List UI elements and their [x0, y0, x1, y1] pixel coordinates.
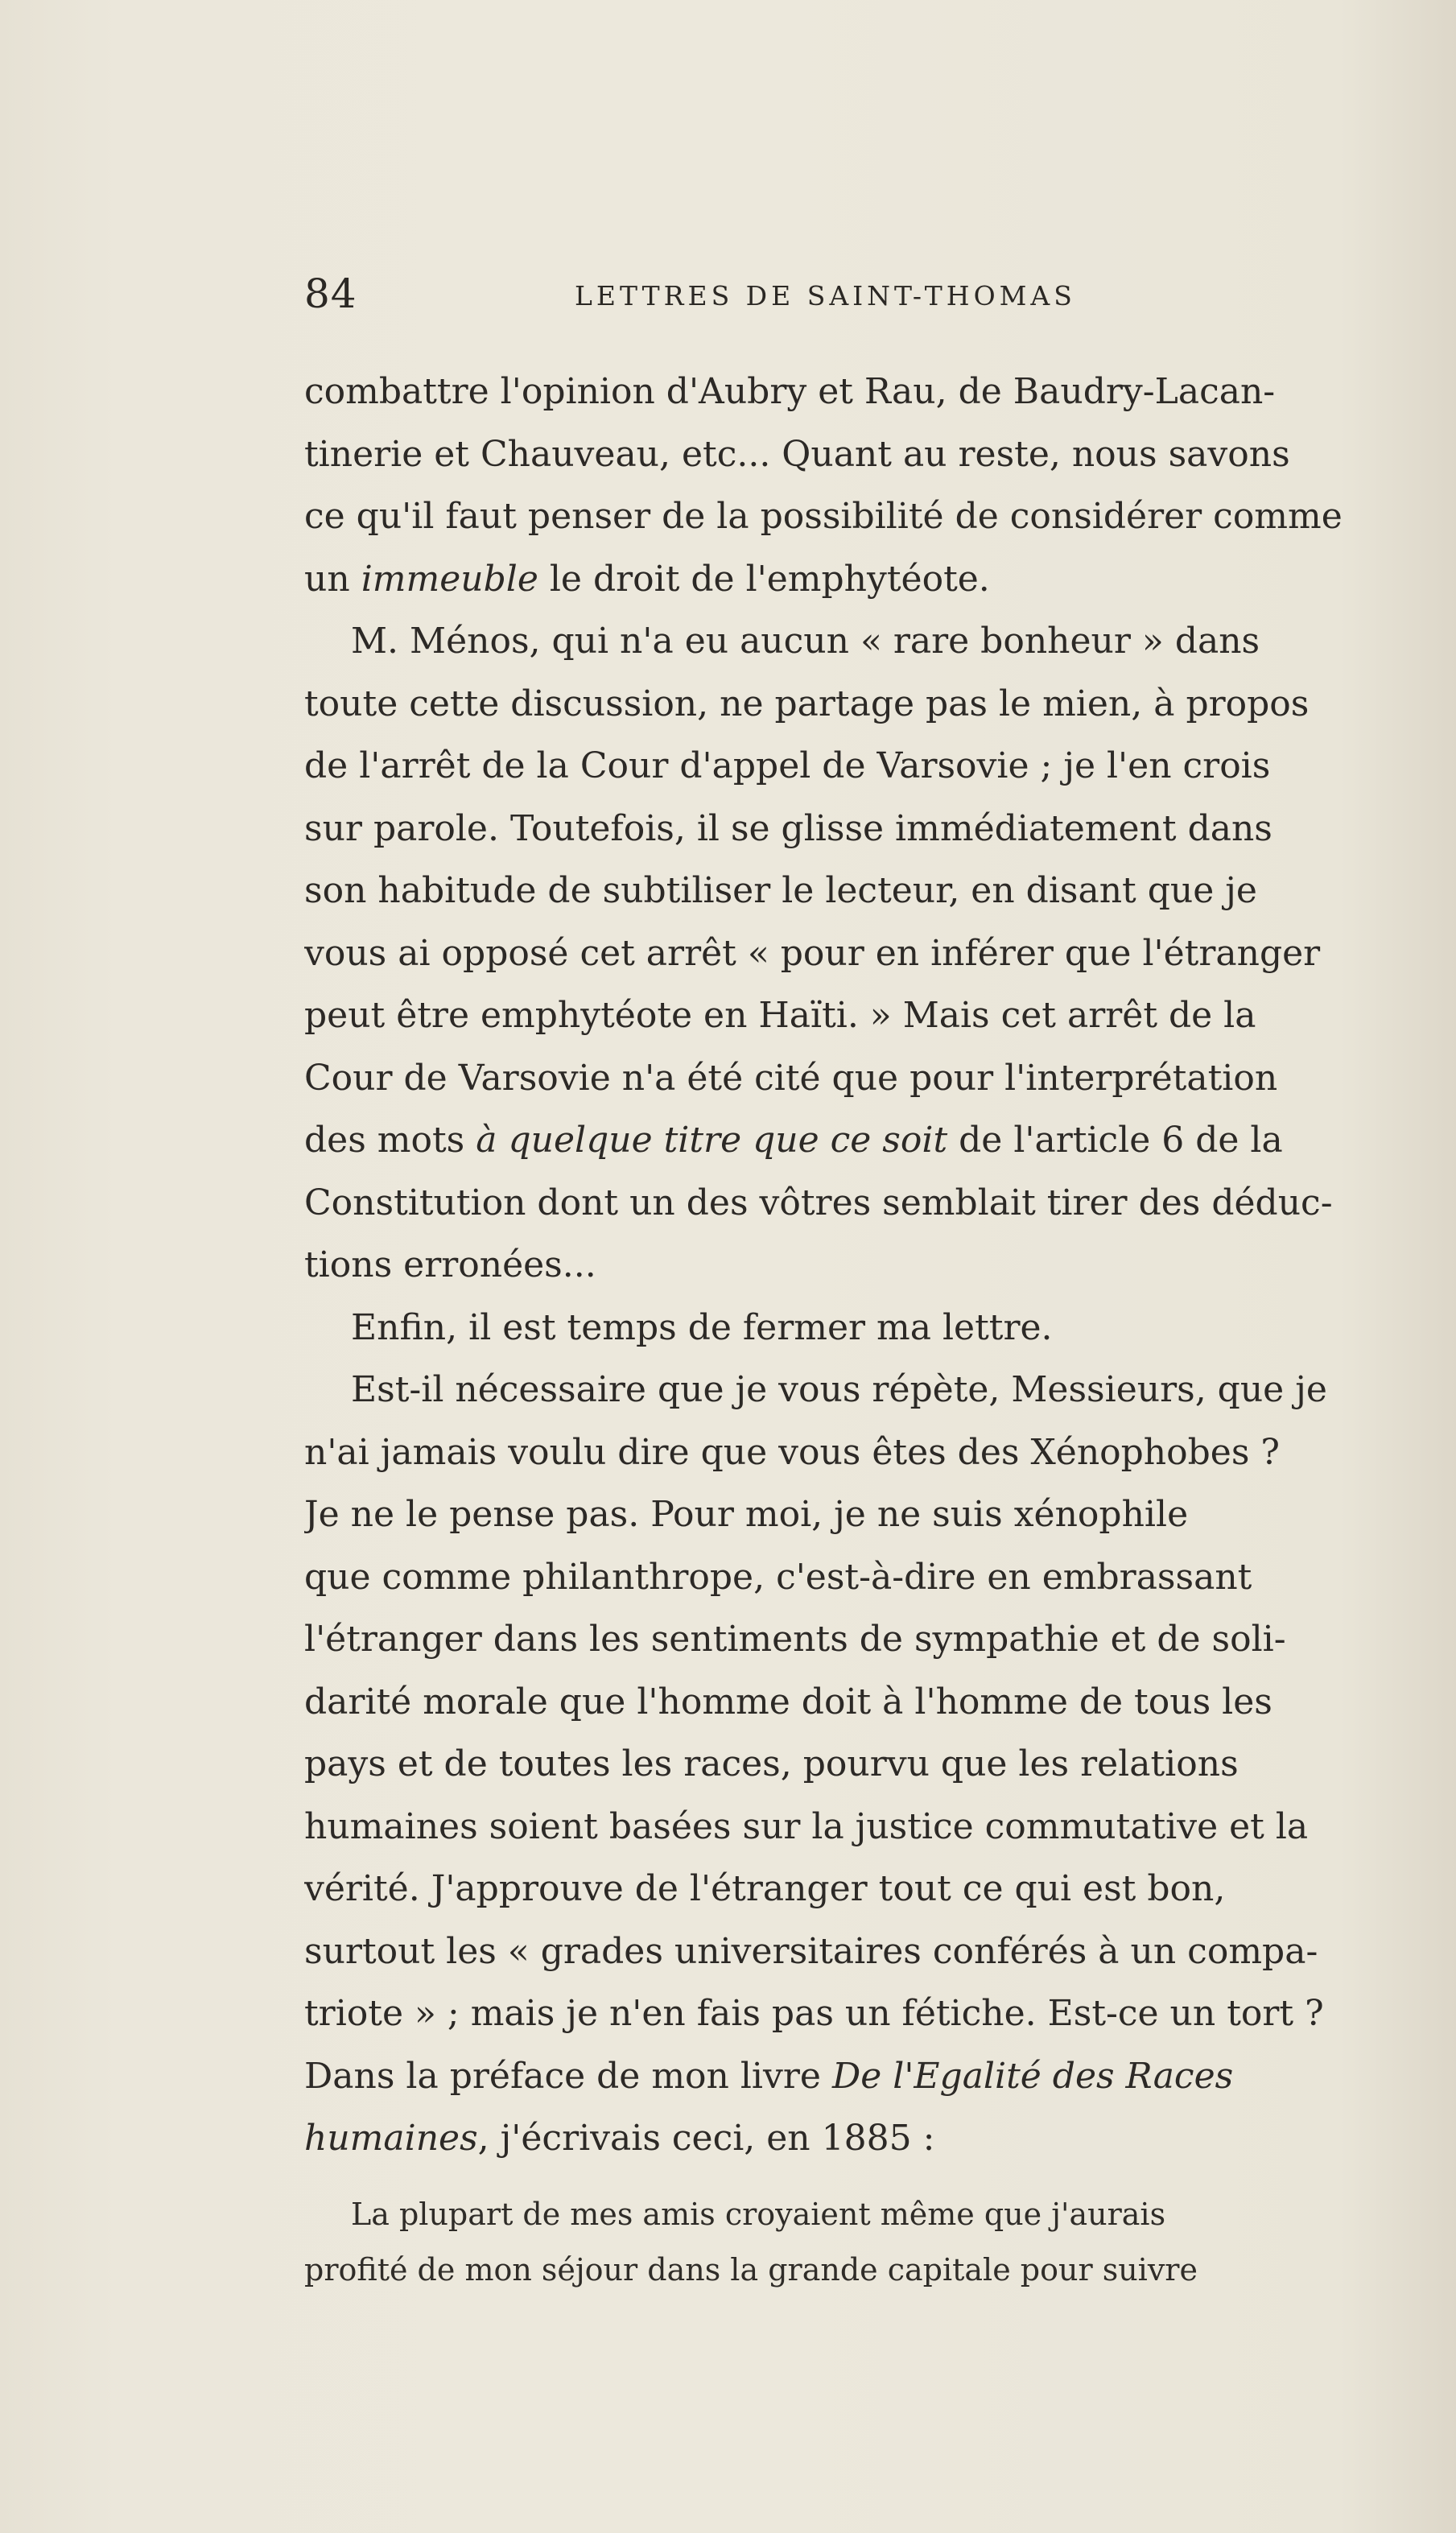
text-line: toute cette discussion, ne partage pas le mien, à propos: [304, 683, 1310, 724]
text-line: sur parole. Toutefois, il se glisse immédiatement dans: [304, 807, 1272, 849]
text-line: [304, 548, 1439, 611]
paragraph-start: Est-il nécessaire que je vous répète, Messieurs, que je: [351, 1369, 1327, 1410]
text-line: son habitude de subtiliser le lecteur, en disant que je: [304, 870, 1257, 911]
text-line: tions erronées...: [304, 1244, 596, 1285]
text-line: vérité. J'approuve de l'étranger tout ce qui est bon,: [304, 1868, 1226, 1909]
text-line: humaines soient basées sur la justice commutative et la: [304, 1805, 1309, 1847]
text-line: que comme philanthrope, c'est-à-dire en embrassant: [304, 1556, 1252, 1598]
paragraph-start: M. Ménos, qui n'a eu aucun « rare bonheur » dans: [351, 621, 1260, 662]
paragraph-start: Enfin, il est temps de fermer ma lettre.: [351, 1306, 1053, 1348]
body-text: [304, 361, 1439, 2170]
text-fragment: , j'écrivais ceci, en 1885 :: [477, 2118, 935, 2159]
book-title-part: De l'Egalité des Races: [831, 2055, 1234, 2097]
text-fragment: des mots: [304, 1120, 465, 1161]
italic-phrase: à quelque titre que ce soit: [476, 1120, 948, 1161]
text-line: [304, 2045, 1439, 2108]
text-fragment: de l'article 6 de la: [959, 1120, 1283, 1161]
page-number: 84: [304, 270, 357, 317]
text-line: l'étranger dans les sentiments de sympathie et de soli-: [304, 1619, 1286, 1660]
text-line: combattre l'opinion d'Aubry et Rau, de Baudry-Lacan-: [304, 371, 1276, 412]
text-line: Cour de Varsovie n'a été cité que pour l'interprétation: [304, 1057, 1278, 1099]
text-line: n'ai jamais voulu dire que vous êtes des Xénophobes ?: [304, 1431, 1280, 1473]
text-fragment: Dans la préface de mon livre: [304, 2055, 821, 2097]
text-fragment: un: [304, 558, 350, 600]
text-line: [304, 2107, 1439, 2170]
book-title-part: humaines: [304, 2118, 478, 2159]
text-line: ce qu'il faut penser de la possibilité de considérer comme: [304, 496, 1343, 537]
text-line: Constitution dont un des vôtres semblait tirer des déduc-: [304, 1182, 1333, 1223]
text-fragment: le droit de l'emphytéote.: [549, 558, 990, 600]
quoted-passage: [304, 2187, 1439, 2298]
text-line: de l'arrêt de la Cour d'appel de Varsovie ; je l'en crois: [304, 745, 1271, 786]
text-line: surtout les « grades universitaires conférés à un compa-: [304, 1930, 1318, 1972]
text-line: vous ai opposé cet arrêt « pour en inférer que l'étranger: [304, 932, 1321, 974]
text-line: tinerie et Chauveau, etc... Quant au reste, nous savons: [304, 433, 1290, 475]
page-header: [304, 270, 1447, 327]
text-line: Je ne le pense pas. Pour moi, je ne suis xénophile: [304, 1494, 1189, 1535]
text-line: pays et de toutes les races, pourvu que les relations: [304, 1743, 1239, 1784]
text-line: peut être emphytéote en Haïti. » Mais cet arrêt de la: [304, 995, 1256, 1036]
text-line: triote » ; mais je n'en fais pas un fétiche. Est-ce un tort ?: [304, 1993, 1324, 2034]
italic-term: immeuble: [361, 558, 538, 600]
quote-line: profité de mon séjour dans la grande capitale pour suivre: [304, 2252, 1198, 2288]
text-line: [304, 1109, 1439, 1172]
text-line: darité morale que l'homme doit à l'homme de tous les: [304, 1681, 1272, 1722]
quote-line: La plupart de mes amis croyaient même que j'aurais: [351, 2197, 1166, 2232]
running-head: LETTRES DE SAINT-THOMAS: [575, 280, 1076, 311]
